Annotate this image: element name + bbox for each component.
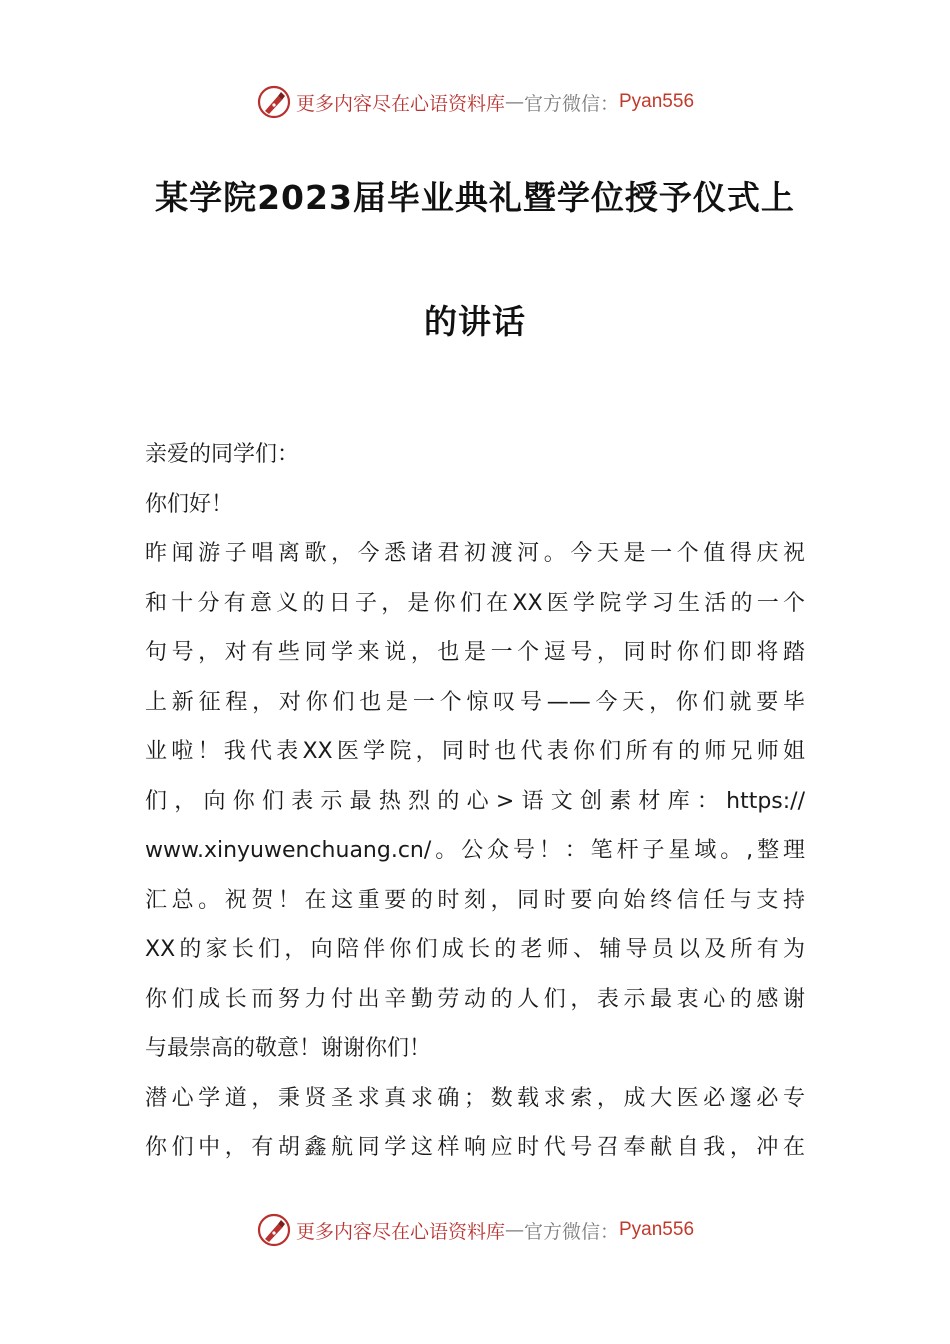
pen-nib-logo-icon bbox=[256, 84, 292, 120]
body-line: 潜心学道，秉贤圣求真求确；数载求索，成大医必邃必专 bbox=[145, 1085, 805, 1111]
body-line: 昨闻游子唱离歌，今悉诸君初渡河。今天是一个值得庆祝 bbox=[145, 541, 805, 566]
body-line: 句号，对有些同学来说，也是一个逗号，同时你们即将踏 bbox=[145, 640, 805, 665]
banner-dash: — bbox=[504, 91, 524, 113]
document-title-line-1: 某学院2023届毕业典礼暨学位授予仪式上 bbox=[155, 178, 795, 217]
document-title-line-2: 的讲话 bbox=[424, 302, 526, 341]
body-line: 业啦！我代表XX医学院，同时也代表你们所有的师兄师姐 bbox=[145, 739, 805, 764]
body-line: 上新征程，对你们也是一个惊叹号——今天，你们就要毕 bbox=[145, 689, 805, 715]
banner-wechat-id: Pyan556 bbox=[619, 1219, 695, 1240]
body-line: 与最崇高的敬意！谢谢你们！ bbox=[145, 1036, 432, 1061]
banner-brand-text: 更多内容尽在心语资料库 bbox=[295, 1220, 505, 1243]
body-line: 们，向你们表示最热烈的心>语文创素材库：https:// bbox=[145, 788, 805, 814]
pen-nib-logo-icon bbox=[256, 1212, 292, 1248]
body-line: XX的家长们，向陪伴你们成长的老师、辅导员以及所有为 bbox=[145, 937, 805, 962]
body-line: 和十分有意义的日子，是你们在XX医学院学习生活的一个 bbox=[145, 590, 805, 616]
body-line: 亲爱的同学们： bbox=[145, 442, 300, 467]
speech-body bbox=[145, 430, 805, 1173]
banner-wechat-label: 官方微信： bbox=[523, 92, 619, 115]
body-line: 你们成长而努力付出辛勤劳动的人们，表示最衷心的感谢 bbox=[145, 986, 805, 1012]
footer-watermark-banner bbox=[0, 1208, 950, 1252]
banner-dash: — bbox=[504, 1219, 524, 1241]
banner-wechat-id: Pyan556 bbox=[619, 91, 695, 112]
header-watermark-banner bbox=[0, 80, 950, 124]
body-line: 汇总。祝贺！在这重要的时刻，同时要向始终信任与支持 bbox=[145, 887, 805, 913]
body-line: 你们好！ bbox=[145, 491, 234, 517]
body-line: www.xinyuwenchuang.cn/。公众号！：笔杆子星域。,整理 bbox=[145, 838, 805, 863]
banner-brand-text: 更多内容尽在心语资料库 bbox=[295, 92, 505, 115]
body-line: 你们中，有胡鑫航同学这样响应时代号召奉献自我，冲在 bbox=[145, 1135, 805, 1160]
banner-wechat-label: 官方微信： bbox=[523, 1220, 619, 1243]
